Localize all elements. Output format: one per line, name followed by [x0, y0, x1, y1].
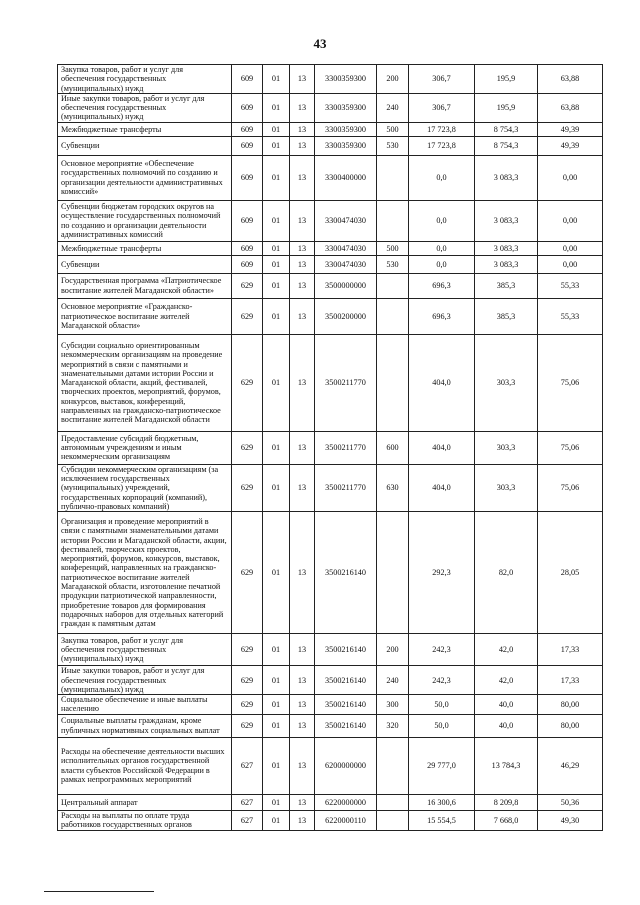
row-csr: 3500211770	[315, 464, 377, 511]
row-name: Межбюджетные трансферты	[58, 241, 232, 255]
row-pct: 80,00	[538, 714, 603, 737]
row-vr: 600	[377, 431, 409, 464]
row-pct: 75,06	[538, 464, 603, 511]
row-pr: 13	[290, 737, 315, 794]
row-pct: 49,39	[538, 136, 603, 155]
row-plan: 50,0	[409, 714, 475, 737]
row-ved: 629	[232, 431, 263, 464]
table-row	[58, 200, 603, 241]
row-rz: 01	[263, 298, 290, 334]
row-csr: 3500211770	[315, 334, 377, 431]
row-name: Межбюджетные трансферты	[58, 122, 232, 136]
page-number: 43	[313, 36, 327, 51]
row-plan: 16 300,6	[409, 794, 475, 810]
row-csr: 6220000000	[315, 794, 377, 810]
row-fact: 13 784,3	[475, 737, 538, 794]
row-rz: 01	[263, 737, 290, 794]
row-csr: 3500000000	[315, 273, 377, 298]
row-csr: 3300359300	[315, 136, 377, 155]
row-vr	[377, 334, 409, 431]
row-plan: 696,3	[409, 273, 475, 298]
row-ved: 629	[232, 714, 263, 737]
row-vr: 630	[377, 464, 409, 511]
row-csr: 3300359300	[315, 122, 377, 136]
row-name: Организация и проведение мероприятий в связи с памятными знаменательными датами истории России и Магаданской области, акции, фестивалей, творческих проектов, мероприятий, форумов, конкурсов, выставок, конференций, направленных на гражданско-патриотическое воспитание жителей Магаданской области, изготовление печатной продукции патриотической направленности, приобретение товаров для формирования подарочных наборов для отдельных категорий граждан к памятным датам	[58, 512, 232, 634]
row-plan: 292,3	[409, 512, 475, 634]
row-name: Субсидии некоммерческим организациям (за исключением государственных (муниципальных) учреждений, государственных корпораций (компаний), публично-правовых компаний)	[58, 464, 232, 511]
row-rz: 01	[263, 634, 290, 666]
row-plan: 242,3	[409, 634, 475, 666]
row-fact: 7 668,0	[475, 810, 538, 830]
row-vr	[377, 810, 409, 830]
budget-table-body	[58, 65, 603, 831]
row-plan: 404,0	[409, 334, 475, 431]
row-name: Иные закупки товаров, работ и услуг для обеспечения государственных (муниципальных) нужд	[58, 93, 232, 122]
row-vr: 500	[377, 122, 409, 136]
row-pr: 13	[290, 241, 315, 255]
row-rz: 01	[263, 200, 290, 241]
table-row	[58, 512, 603, 634]
row-pr: 13	[290, 695, 315, 715]
row-rz: 01	[263, 155, 290, 200]
row-ved: 627	[232, 810, 263, 830]
row-pct: 63,88	[538, 93, 603, 122]
row-vr	[377, 155, 409, 200]
budget-table	[57, 64, 603, 831]
row-name: Закупка товаров, работ и услуг для обеспечения государственных (муниципальных) нужд	[58, 634, 232, 666]
row-fact: 3 083,3	[475, 155, 538, 200]
row-plan: 0,0	[409, 155, 475, 200]
row-fact: 82,0	[475, 512, 538, 634]
row-fact: 385,3	[475, 298, 538, 334]
row-ved: 609	[232, 136, 263, 155]
row-plan: 306,7	[409, 65, 475, 94]
row-vr	[377, 794, 409, 810]
row-rz: 01	[263, 93, 290, 122]
row-pct: 17,33	[538, 666, 603, 695]
row-ved: 629	[232, 666, 263, 695]
row-pr: 13	[290, 512, 315, 634]
row-csr: 6220000110	[315, 810, 377, 830]
table-row	[58, 794, 603, 810]
row-pr: 13	[290, 464, 315, 511]
table-row	[58, 273, 603, 298]
row-name: Центральный аппарат	[58, 794, 232, 810]
row-vr	[377, 200, 409, 241]
row-pct: 28,05	[538, 512, 603, 634]
row-pr: 13	[290, 298, 315, 334]
footer-rule	[44, 891, 154, 892]
table-row	[58, 65, 603, 94]
row-csr: 3300400000	[315, 155, 377, 200]
row-ved: 609	[232, 65, 263, 94]
table-row	[58, 695, 603, 715]
row-pct: 0,00	[538, 200, 603, 241]
table-row	[58, 634, 603, 666]
table-row	[58, 241, 603, 255]
row-plan: 17 723,8	[409, 122, 475, 136]
row-rz: 01	[263, 464, 290, 511]
row-ved: 627	[232, 737, 263, 794]
row-fact: 40,0	[475, 714, 538, 737]
row-ved: 627	[232, 794, 263, 810]
row-csr: 3500216140	[315, 666, 377, 695]
row-vr: 240	[377, 666, 409, 695]
row-pct: 63,88	[538, 65, 603, 94]
table-row	[58, 298, 603, 334]
row-fact: 195,9	[475, 65, 538, 94]
row-pr: 13	[290, 155, 315, 200]
row-fact: 195,9	[475, 93, 538, 122]
row-rz: 01	[263, 241, 290, 255]
row-pct: 0,00	[538, 155, 603, 200]
row-vr: 200	[377, 65, 409, 94]
row-ved: 629	[232, 695, 263, 715]
row-vr: 500	[377, 241, 409, 255]
row-pct: 49,30	[538, 810, 603, 830]
row-name: Социальные выплаты гражданам, кроме публичных нормативных социальных выплат	[58, 714, 232, 737]
row-ved: 629	[232, 273, 263, 298]
row-vr	[377, 737, 409, 794]
row-fact: 385,3	[475, 273, 538, 298]
row-vr: 240	[377, 93, 409, 122]
row-csr: 3300474030	[315, 255, 377, 273]
row-rz: 01	[263, 512, 290, 634]
row-fact: 303,3	[475, 334, 538, 431]
row-pct: 0,00	[538, 255, 603, 273]
row-plan: 29 777,0	[409, 737, 475, 794]
row-csr: 6200000000	[315, 737, 377, 794]
row-csr: 3300359300	[315, 65, 377, 94]
row-rz: 01	[263, 65, 290, 94]
row-fact: 42,0	[475, 634, 538, 666]
table-row	[58, 737, 603, 794]
row-pr: 13	[290, 810, 315, 830]
row-plan: 404,0	[409, 464, 475, 511]
row-name: Предоставление субсидий бюджетным, автономным учреждениям и иным некоммерческим организациям	[58, 431, 232, 464]
table-row	[58, 464, 603, 511]
row-vr: 320	[377, 714, 409, 737]
row-vr: 300	[377, 695, 409, 715]
row-csr: 3300359300	[315, 93, 377, 122]
row-rz: 01	[263, 136, 290, 155]
row-rz: 01	[263, 334, 290, 431]
row-csr: 3500216140	[315, 512, 377, 634]
row-pr: 13	[290, 122, 315, 136]
row-plan: 242,3	[409, 666, 475, 695]
row-csr: 3300474030	[315, 241, 377, 255]
row-fact: 3 083,3	[475, 200, 538, 241]
row-pct: 80,00	[538, 695, 603, 715]
row-pct: 50,36	[538, 794, 603, 810]
row-name: Социальное обеспечение и иные выплаты населению	[58, 695, 232, 715]
row-plan: 404,0	[409, 431, 475, 464]
row-ved: 609	[232, 200, 263, 241]
row-name: Иные закупки товаров, работ и услуг для обеспечения государственных (муниципальных) нужд	[58, 666, 232, 695]
row-name: Основное мероприятие «Обеспечение государственных полномочий по созданию и организации деятельности административных комиссий»	[58, 155, 232, 200]
row-pr: 13	[290, 200, 315, 241]
table-row	[58, 155, 603, 200]
table-row	[58, 255, 603, 273]
table-row	[58, 810, 603, 830]
row-vr	[377, 298, 409, 334]
row-pr: 13	[290, 93, 315, 122]
row-pct: 49,39	[538, 122, 603, 136]
table-row	[58, 122, 603, 136]
row-pr: 13	[290, 431, 315, 464]
row-csr: 3500216140	[315, 714, 377, 737]
row-ved: 629	[232, 464, 263, 511]
table-row	[58, 666, 603, 695]
row-ved: 629	[232, 634, 263, 666]
row-pr: 13	[290, 634, 315, 666]
row-pr: 13	[290, 334, 315, 431]
table-row	[58, 431, 603, 464]
row-ved: 629	[232, 298, 263, 334]
row-pr: 13	[290, 714, 315, 737]
row-name: Субвенции	[58, 255, 232, 273]
row-pct: 46,29	[538, 737, 603, 794]
row-csr: 3500200000	[315, 298, 377, 334]
table-row	[58, 93, 603, 122]
row-rz: 01	[263, 695, 290, 715]
row-rz: 01	[263, 122, 290, 136]
row-ved: 609	[232, 93, 263, 122]
row-ved: 609	[232, 255, 263, 273]
row-name: Расходы на обеспечение деятельности высших исполнительных органов государственной власти субъектов Российской Федерации в рамках непрограммных мероприятий	[58, 737, 232, 794]
row-fact: 303,3	[475, 431, 538, 464]
row-name: Субвенции бюджетам городских округов на осуществление государственных полномочий по созданию и организации деятельности административных комиссий	[58, 200, 232, 241]
row-rz: 01	[263, 431, 290, 464]
row-fact: 8 754,3	[475, 136, 538, 155]
row-pct: 55,33	[538, 298, 603, 334]
row-pr: 13	[290, 794, 315, 810]
row-fact: 8 209,8	[475, 794, 538, 810]
row-vr: 530	[377, 136, 409, 155]
table-row	[58, 136, 603, 155]
row-ved: 609	[232, 241, 263, 255]
row-rz: 01	[263, 714, 290, 737]
row-plan: 0,0	[409, 241, 475, 255]
row-pct: 17,33	[538, 634, 603, 666]
row-ved: 609	[232, 155, 263, 200]
row-plan: 696,3	[409, 298, 475, 334]
row-vr	[377, 512, 409, 634]
row-vr: 200	[377, 634, 409, 666]
row-pr: 13	[290, 273, 315, 298]
row-csr: 3500216140	[315, 695, 377, 715]
row-name: Закупка товаров, работ и услуг для обеспечения государственных (муниципальных) нужд	[58, 65, 232, 94]
table-row	[58, 334, 603, 431]
row-name: Субвенции	[58, 136, 232, 155]
row-fact: 8 754,3	[475, 122, 538, 136]
row-name: Субсидии социально ориентированным некоммерческим организациям на проведение мероприятий в связи с памятными и знаменательными датами истории России и Магаданской области, акций, фестивалей, творческих проектов, мероприятий, форумов, конкурсов, выставок, конференций, направленных на гражданско-патриотическое воспитание жителей Магаданской области	[58, 334, 232, 431]
row-pct: 75,06	[538, 334, 603, 431]
row-pct: 75,06	[538, 431, 603, 464]
row-fact: 303,3	[475, 464, 538, 511]
row-plan: 15 554,5	[409, 810, 475, 830]
row-plan: 0,0	[409, 200, 475, 241]
row-rz: 01	[263, 810, 290, 830]
row-fact: 3 083,3	[475, 255, 538, 273]
row-csr: 3300474030	[315, 200, 377, 241]
row-vr: 530	[377, 255, 409, 273]
row-name: Государственная программа «Патриотическое воспитание жителей Магаданской области»	[58, 273, 232, 298]
row-plan: 50,0	[409, 695, 475, 715]
row-fact: 40,0	[475, 695, 538, 715]
row-rz: 01	[263, 273, 290, 298]
row-pr: 13	[290, 65, 315, 94]
row-pr: 13	[290, 255, 315, 273]
row-ved: 629	[232, 512, 263, 634]
row-plan: 306,7	[409, 93, 475, 122]
row-name: Основное мероприятие «Гражданско-патриотическое воспитание жителей Магаданской области»	[58, 298, 232, 334]
row-csr: 3500211770	[315, 431, 377, 464]
row-fact: 42,0	[475, 666, 538, 695]
row-ved: 629	[232, 334, 263, 431]
row-csr: 3500216140	[315, 634, 377, 666]
row-pct: 0,00	[538, 241, 603, 255]
row-plan: 0,0	[409, 255, 475, 273]
row-fact: 3 083,3	[475, 241, 538, 255]
row-vr	[377, 273, 409, 298]
row-ved: 609	[232, 122, 263, 136]
row-rz: 01	[263, 255, 290, 273]
row-pr: 13	[290, 666, 315, 695]
row-pct: 55,33	[538, 273, 603, 298]
row-rz: 01	[263, 794, 290, 810]
row-rz: 01	[263, 666, 290, 695]
row-name: Расходы на выплаты по оплате труда работников государственных органов	[58, 810, 232, 830]
table-row	[58, 714, 603, 737]
row-pr: 13	[290, 136, 315, 155]
row-plan: 17 723,8	[409, 136, 475, 155]
